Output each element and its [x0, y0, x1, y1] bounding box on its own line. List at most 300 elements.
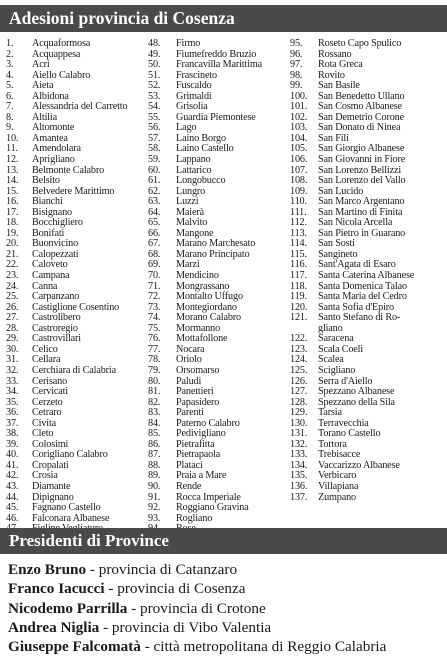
- list-item-number: 60.: [148, 164, 161, 176]
- list-item: [148, 187, 262, 198]
- list-item-number: 30.: [6, 343, 19, 355]
- list-item-name: Sant'Agata di Esaro: [318, 259, 396, 271]
- list-item-number: 89.: [148, 470, 161, 482]
- list-item: [6, 334, 127, 345]
- list-item-name: Mongrassano: [176, 280, 230, 292]
- list-item: [6, 398, 127, 409]
- list-item-name: Paterno Calabro: [176, 417, 240, 429]
- list-item-number: 34.: [6, 386, 19, 398]
- list-item-number: 100.: [290, 90, 308, 102]
- list-item-number: 85.: [148, 428, 161, 440]
- list-item-number: 77.: [148, 343, 161, 355]
- list-item: [6, 461, 127, 472]
- list-item-name: Rocca Imperiale: [176, 491, 241, 503]
- list-item: [290, 345, 414, 356]
- list-item-number: 51.: [148, 69, 161, 81]
- list-item-name: Cerisano: [32, 375, 68, 387]
- list-item-name: Montalto Uffugo: [176, 291, 243, 303]
- list-item-name: Bocchigliero: [32, 217, 83, 229]
- list-item-name: Castrovillari: [32, 333, 81, 345]
- list-item: [148, 514, 262, 525]
- list-item-name: Saracena: [318, 333, 354, 345]
- list-item-name: San Donato di Ninea: [318, 122, 401, 134]
- list-item-name: Crosia: [32, 470, 58, 482]
- presidents-section-title: Presidenti di Province: [0, 528, 447, 554]
- list-item-name: Longobucco: [176, 175, 226, 187]
- list-item-number: 118.: [290, 280, 307, 292]
- list-item-number: 120.: [290, 301, 308, 313]
- list-item-name: San Lucido: [318, 185, 364, 197]
- list-item-number: 99.: [290, 80, 303, 92]
- municipality-column-3: [290, 39, 414, 503]
- list-item-name: Castroregio: [32, 322, 78, 334]
- list-item-number: 35.: [6, 396, 19, 408]
- list-item-name: Marzi: [176, 259, 200, 271]
- list-item-number: 106.: [290, 154, 308, 166]
- list-item-number: 126.: [290, 375, 308, 387]
- list-item-name: Lago: [176, 122, 197, 134]
- list-item: [148, 471, 262, 482]
- list-item-number: 13.: [6, 164, 19, 176]
- list-item-number: 70.: [148, 270, 161, 282]
- list-item-number: 86.: [148, 438, 161, 450]
- list-item-name: Grisolia: [176, 101, 208, 113]
- list-item: [290, 313, 414, 324]
- president-entry: [8, 637, 386, 656]
- list-item-name: San Marco Argentano: [318, 196, 405, 208]
- list-item-number: 16.: [6, 196, 19, 208]
- list-item-number: 128.: [290, 396, 308, 408]
- list-item-name: San Fili: [318, 132, 349, 144]
- list-item-name: Lappano: [176, 154, 211, 166]
- list-item-name: Rota Greca: [318, 59, 363, 71]
- list-item-number: 137.: [290, 491, 308, 503]
- list-item-name: Santa Maria del Cedro: [318, 291, 407, 303]
- list-item-name: Papasidero: [176, 396, 220, 408]
- list-item-name: Paludi: [176, 375, 202, 387]
- list-item: [6, 345, 127, 356]
- list-item-name: Luzzi: [176, 196, 199, 208]
- president-name: Andrea Niglia: [8, 618, 100, 636]
- list-item-name: Platací: [176, 459, 203, 471]
- list-item-name: Campana: [32, 270, 70, 282]
- list-item-number: 32.: [6, 364, 19, 376]
- list-item-name: Oriolo: [176, 354, 202, 366]
- list-item-number: 67.: [148, 238, 161, 250]
- list-item-number: 2.: [6, 48, 14, 60]
- list-item-name: Malvito: [176, 217, 208, 229]
- president-name: Giuseppe Falcomatà: [8, 638, 141, 656]
- list-item-name: Cropalati: [32, 459, 69, 471]
- list-item-name: Tarsia: [318, 407, 342, 419]
- list-item: [148, 366, 262, 377]
- list-item-number: 83.: [148, 407, 161, 419]
- page-title: Adesioni provincia di Cosenza: [0, 5, 447, 32]
- list-item-number: 127.: [290, 386, 308, 398]
- president-name: Enzo Bruno: [8, 561, 87, 578]
- list-item-name: Castrolibero: [32, 312, 81, 324]
- list-item-number: 109.: [290, 185, 308, 197]
- list-item-name: Guardia Piemontese: [176, 111, 256, 123]
- list-item: [6, 419, 127, 430]
- list-item-number: 79.: [148, 364, 161, 376]
- list-item-name: Firmo: [176, 38, 201, 49]
- list-item-name: Rossano: [318, 48, 352, 60]
- list-item-number: 95.: [290, 38, 303, 49]
- list-item-name: Scalea: [318, 354, 344, 366]
- list-item-name: Rende: [176, 480, 202, 492]
- list-item-number: 81.: [148, 386, 161, 398]
- list-item-name: Tortora: [318, 438, 347, 450]
- list-item-name: Mottafollone: [176, 333, 228, 345]
- list-item-number: 48.: [148, 38, 161, 49]
- list-item-name: Santa Sofia d'Epiro: [318, 301, 394, 313]
- list-item-number: 64.: [148, 206, 161, 218]
- list-item: [290, 493, 414, 504]
- list-item: [290, 123, 414, 134]
- list-item-name: San Lorenzo Bellizzi: [318, 164, 401, 176]
- list-item-name: Altomonte: [32, 122, 75, 134]
- list-item-name: Colosimi: [32, 438, 69, 450]
- list-item: [148, 345, 262, 356]
- list-item-name: Santo Stefano di Ro-: [318, 312, 401, 324]
- list-item-name: Bonifati: [32, 227, 65, 239]
- list-item-name: San Pietro in Guarano: [318, 227, 406, 239]
- list-item-number: 87.: [148, 449, 161, 461]
- list-item: [148, 113, 262, 124]
- list-item-number: 17.: [6, 206, 19, 218]
- list-item-number: 24.: [6, 280, 19, 292]
- list-item-name: Canna: [32, 280, 58, 292]
- list-item-name: Civita: [32, 417, 57, 429]
- list-item: [6, 166, 127, 177]
- presidents-list: [8, 560, 386, 656]
- list-item-name: Caloveto: [32, 259, 68, 271]
- list-item-number: 116.: [290, 259, 307, 271]
- list-item-number: 5.: [6, 80, 14, 92]
- list-item-number: 88.: [148, 459, 161, 471]
- list-item: [6, 50, 127, 61]
- list-item-number: 3.: [6, 59, 14, 71]
- list-item-number: 29.: [6, 333, 19, 345]
- list-item-number: 59.: [148, 154, 161, 166]
- president-role: - città metropolitana di Reggio Calabria: [140, 638, 387, 656]
- list-item-name: San Benedetto Ullano: [318, 90, 405, 102]
- list-item-name: Laino Castello: [176, 143, 234, 155]
- list-item-number: 44.: [6, 491, 19, 503]
- list-item-number: 18.: [6, 217, 19, 229]
- list-item-name: Montegiordano: [176, 301, 237, 313]
- list-item-number: 55.: [148, 111, 161, 123]
- list-item-name: Carpanzano: [32, 291, 80, 303]
- list-item-name: Mendicino: [176, 270, 219, 282]
- list-item-number: 46.: [6, 512, 19, 524]
- president-role: - provincia di Vibo Valentia: [99, 618, 272, 636]
- list-item-name: San Nicola Arcella: [318, 217, 393, 229]
- list-item-number: 20.: [6, 238, 19, 250]
- list-item-number: 90.: [148, 480, 161, 492]
- list-item: [6, 387, 127, 398]
- list-item-name: Cerzeto: [32, 396, 63, 408]
- president-entry: [8, 599, 386, 618]
- list-item-name: Spezzano Albanese: [318, 386, 395, 398]
- list-item-name: Frascineto: [176, 69, 217, 81]
- list-item-name: Cellara: [32, 354, 61, 366]
- list-item-name: Amantea: [32, 132, 68, 144]
- president-entry: [8, 618, 386, 637]
- list-item: [290, 60, 414, 71]
- list-item-number: 52.: [148, 80, 161, 92]
- list-item-name: Belsito: [32, 175, 60, 187]
- list-item: [290, 398, 414, 409]
- list-item-number: 76.: [148, 333, 161, 345]
- list-item-number: 8.: [6, 111, 14, 123]
- list-item-number: 93.: [148, 512, 161, 524]
- list-item-number: 84.: [148, 417, 161, 429]
- list-item-number: 9.: [6, 122, 14, 134]
- list-item-name: San Demetrio Corone: [318, 111, 404, 123]
- list-item-number: 4.: [6, 69, 14, 81]
- list-item-name: Scala Coeli: [318, 343, 364, 355]
- president-role: - provincia di Cosenza: [104, 580, 246, 598]
- list-item-name: Verbicaro: [318, 470, 357, 482]
- list-item-number: 129.: [290, 407, 308, 419]
- list-item: [290, 429, 414, 440]
- list-item-name: Panettieri: [176, 386, 214, 398]
- list-item-name: Lattarico: [176, 164, 212, 176]
- list-item-number: 75.: [148, 322, 161, 334]
- list-item-name: Bianchi: [32, 196, 63, 208]
- list-item-name: Francavilla Marittima: [176, 59, 262, 71]
- list-item-name: Pietrafitta: [176, 438, 215, 450]
- list-item-number: 134.: [290, 459, 308, 471]
- list-item-number: 115.: [290, 248, 307, 260]
- list-item-number: 71.: [148, 280, 161, 292]
- list-item-number: 1.: [6, 38, 14, 49]
- list-item-number: 73.: [148, 301, 161, 313]
- list-item-name: Fuscaldo: [176, 80, 212, 92]
- list-item-number: 21.: [6, 248, 19, 260]
- president-name: Nicodemo Parrilla: [8, 599, 128, 617]
- list-item-number: 68.: [148, 248, 161, 260]
- list-item-name: Dipignano: [32, 491, 74, 503]
- list-item-number: 37.: [6, 417, 19, 429]
- list-item-name: Serra d'Aiello: [318, 375, 373, 387]
- list-item-name: Amendolara: [32, 143, 81, 155]
- list-item-name: Laino Borgo: [176, 132, 226, 144]
- list-item-number: 27.: [6, 312, 19, 324]
- list-item-name: Altilia: [32, 111, 57, 123]
- list-item-number: 111.: [290, 206, 307, 218]
- list-item-number: 136.: [290, 480, 308, 492]
- list-item-name: Cetraro: [32, 407, 62, 419]
- list-item-name: Calopezzati: [32, 248, 79, 260]
- list-item-number: 49.: [148, 48, 161, 60]
- list-item-number: 117.: [290, 270, 307, 282]
- list-item-name: Belvedere Marittimo: [32, 185, 115, 197]
- list-item-name: Sangineto: [318, 248, 358, 260]
- list-item-number: 42.: [6, 470, 19, 482]
- list-item-name: San Giovanni in Fiore: [318, 154, 406, 166]
- list-item-name: Mormanno: [176, 322, 221, 334]
- list-item-name: Roggiano Gravina: [176, 502, 249, 514]
- list-item-name: Parenti: [176, 407, 204, 419]
- list-item-name: Aieta: [32, 80, 54, 92]
- list-item-name: Celico: [32, 343, 58, 355]
- list-item-number: 119.: [290, 291, 307, 303]
- list-item-number: 19.: [6, 227, 19, 239]
- list-item: [148, 450, 262, 461]
- list-item-name: Falconara Albanese: [32, 512, 110, 524]
- list-item-name: Morano Calabro: [176, 312, 241, 324]
- list-item-number: 50.: [148, 59, 161, 71]
- list-item-number: 102.: [290, 111, 308, 123]
- list-item-number: 135.: [290, 470, 308, 482]
- list-item-name: Lungro: [176, 185, 206, 197]
- list-item-name: Buonvicino: [32, 238, 79, 250]
- list-item-name: Rovito: [318, 69, 345, 81]
- list-item-name: Pedivigliano: [176, 428, 226, 440]
- list-item-name: San Lorenzo del Vallo: [318, 175, 406, 187]
- list-item-number: 33.: [6, 375, 19, 387]
- list-item-name: Aiello Calabro: [32, 69, 91, 81]
- list-item-name: Belmonte Calabro: [32, 164, 105, 176]
- list-item: [290, 39, 414, 50]
- list-item-name: Albidona: [32, 90, 69, 102]
- list-item: [148, 197, 262, 208]
- list-item-number: 123.: [290, 343, 308, 355]
- list-item-name: Fagnano Castello: [32, 502, 101, 514]
- list-item-number: 53.: [148, 90, 161, 102]
- list-item-number: 131.: [290, 428, 308, 440]
- list-item-number: 15.: [6, 185, 19, 197]
- list-item-name: Santa Caterina Albanese: [318, 270, 415, 282]
- list-item-name: Aprigliano: [32, 154, 75, 166]
- list-item-number: 31.: [6, 354, 19, 366]
- list-item: [6, 102, 127, 113]
- president-name: Franco Iacucci: [8, 580, 105, 598]
- list-item-number: 132.: [290, 438, 308, 450]
- list-item-number: 105.: [290, 143, 308, 155]
- president-role: - provincia di Catanzaro: [86, 561, 238, 578]
- list-item-number: 101.: [290, 101, 308, 113]
- list-item-number: 65.: [148, 217, 161, 229]
- list-item-number: 25.: [6, 291, 19, 303]
- list-item-name: Praia a Mare: [176, 470, 227, 482]
- list-item-number: 97.: [290, 59, 303, 71]
- list-item-name: Castiglione Cosentino: [32, 301, 120, 313]
- list-item-number: 107.: [290, 164, 308, 176]
- list-item-number: 22.: [6, 259, 19, 271]
- list-item: [6, 271, 127, 282]
- list-item-name: Spezzano della Sila: [318, 396, 395, 408]
- list-item-number: 98.: [290, 69, 303, 81]
- list-item-number: 38.: [6, 428, 19, 440]
- list-item-number: 130.: [290, 417, 308, 429]
- list-item: [6, 187, 127, 198]
- list-item-number: 41.: [6, 459, 19, 471]
- list-item-number: 104.: [290, 132, 308, 144]
- list-item-number: 28.: [6, 322, 19, 334]
- list-item-number: 112.: [290, 217, 307, 229]
- list-item-name: Maierà: [176, 206, 204, 218]
- list-item-number: 11.: [6, 143, 18, 155]
- list-item-name: Trebisacce: [318, 449, 361, 461]
- list-item-name: Roseto Capo Spulico: [318, 38, 402, 49]
- list-item-number: 58.: [148, 143, 161, 155]
- list-item-number: 23.: [6, 270, 19, 282]
- list-item-name: Terravecchia: [318, 417, 369, 429]
- list-item-number: 133.: [290, 449, 308, 461]
- list-item-name: Pietrapaola: [176, 449, 221, 461]
- list-item-name: Alessandria del Carretto: [32, 101, 128, 113]
- list-item-name: Marano Principato: [176, 248, 250, 260]
- list-item-name: Scigliano: [318, 364, 356, 376]
- list-item-name: San Cosmo Albanese: [318, 101, 402, 113]
- list-item-number: 78.: [148, 354, 161, 366]
- list-item-number: 39.: [6, 438, 19, 450]
- list-item-number: 26.: [6, 301, 19, 313]
- list-item-number: 14.: [6, 175, 19, 187]
- list-item-name: gliano: [318, 322, 343, 334]
- list-item-number: 61.: [148, 175, 161, 187]
- list-item-number: 57.: [148, 132, 161, 144]
- list-item-number: 6.: [6, 90, 14, 102]
- list-item-number: 62.: [148, 185, 161, 197]
- list-item-number: 63.: [148, 196, 161, 208]
- list-item-name: Acri: [32, 59, 50, 71]
- list-item-number: 12.: [6, 154, 19, 166]
- list-item-number: 92.: [148, 502, 161, 514]
- list-item-number: 69.: [148, 259, 161, 271]
- list-item-name: Diamante: [32, 480, 71, 492]
- list-item-name: Cleto: [32, 428, 54, 440]
- list-item-name: Marano Marchesato: [176, 238, 256, 250]
- list-item-name: Fiumefreddo Bruzio: [176, 48, 257, 60]
- list-item-name: San Basile: [318, 80, 360, 92]
- list-item: [148, 250, 262, 261]
- municipality-column-2: [148, 39, 262, 535]
- list-item-name: Corigliano Calabro: [32, 449, 108, 461]
- list-item-number: 80.: [148, 375, 161, 387]
- list-item-number: 54.: [148, 101, 161, 113]
- list-item-number: 43.: [6, 480, 19, 492]
- list-item: [6, 408, 127, 419]
- list-item-name: San Sosti: [318, 238, 355, 250]
- list-item-name: San Martino di Finita: [318, 206, 403, 218]
- list-item-name: Orsomarso: [176, 364, 220, 376]
- list-item-number: 91.: [148, 491, 161, 503]
- list-item: [6, 71, 127, 82]
- list-item-number: 7.: [6, 101, 14, 113]
- list-item-name: Torano Castello: [318, 428, 381, 440]
- list-item-number: 72.: [148, 291, 161, 303]
- list-item-name: Cervicati: [32, 386, 68, 398]
- list-item-name: Acquaformosa: [32, 38, 91, 49]
- list-item-name: Acquappesa: [32, 48, 81, 60]
- list-item: [148, 398, 262, 409]
- list-item-name: Vaccarizzo Albanese: [318, 459, 400, 471]
- list-item-number: 121.: [290, 312, 308, 324]
- list-item-number: 36.: [6, 407, 19, 419]
- list-item-number: 110.: [290, 196, 307, 208]
- list-item-number: 122.: [290, 333, 308, 345]
- list-item: [6, 218, 127, 229]
- list-item-name: Bisignano: [32, 206, 72, 218]
- list-item-name: San Giorgio Albanese: [318, 143, 405, 155]
- list-item-number: 66.: [148, 227, 161, 239]
- municipality-column-1: [6, 39, 127, 535]
